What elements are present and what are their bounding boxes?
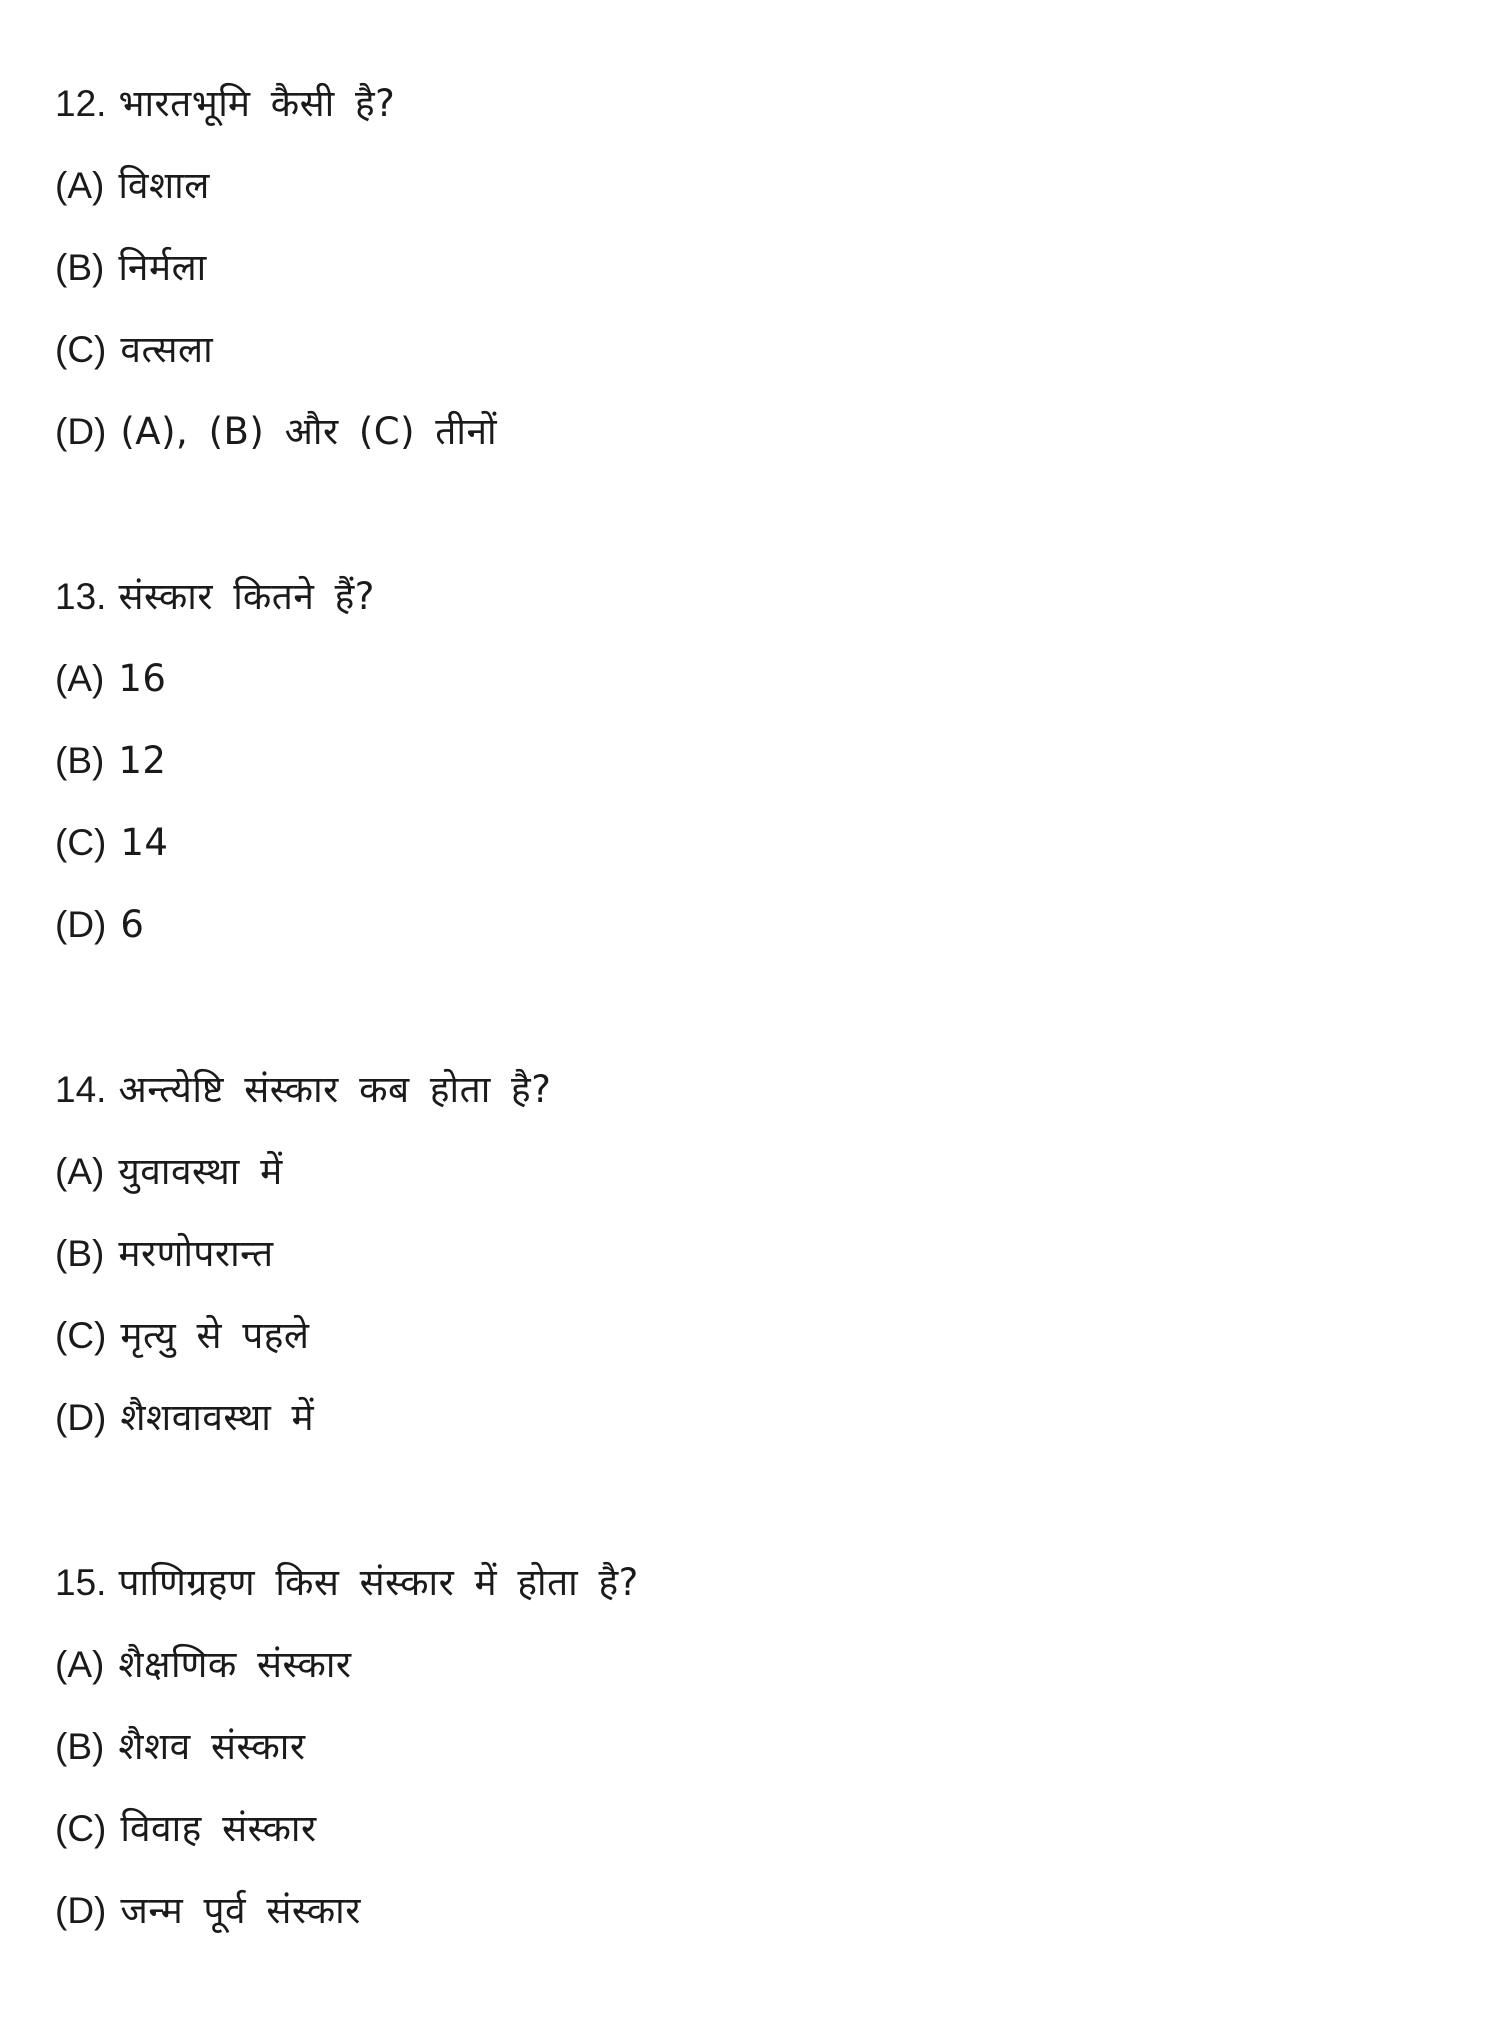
option-c[interactable] xyxy=(55,308,1435,390)
option-letter: (D) xyxy=(55,1889,107,1931)
question-text: अन्त्येष्टि संस्कार कब होता है? xyxy=(118,1067,552,1111)
option-text: 12 xyxy=(118,738,167,782)
option-text: जन्म पूर्व संस्कार xyxy=(120,1888,361,1932)
option-d[interactable] xyxy=(55,1869,1435,1951)
question-number: 15. xyxy=(55,1561,107,1603)
option-c[interactable] xyxy=(55,1294,1435,1376)
question-stem xyxy=(55,1048,1435,1130)
question-text: संस्कार कितने हैं? xyxy=(118,574,375,618)
question-stem xyxy=(55,62,1435,144)
question-number: 13. xyxy=(55,575,107,617)
option-letter: (C) xyxy=(55,1314,107,1356)
option-text: 14 xyxy=(120,820,169,864)
option-text: विवाह संस्कार xyxy=(120,1806,317,1850)
option-letter: (B) xyxy=(55,739,105,781)
question-stem xyxy=(55,1541,1435,1623)
question-text: भारतभूमि कैसी है? xyxy=(118,81,396,125)
option-letter: (D) xyxy=(55,410,107,452)
option-letter: (D) xyxy=(55,1396,107,1438)
option-b[interactable] xyxy=(55,719,1435,801)
option-text: वत्सला xyxy=(120,327,214,371)
question-14 xyxy=(55,1048,1435,1458)
option-letter: (A) xyxy=(55,657,105,699)
option-a[interactable] xyxy=(55,1130,1435,1212)
option-letter: (B) xyxy=(55,1232,105,1274)
option-text: निर्मला xyxy=(118,245,207,289)
option-text: विशाल xyxy=(118,163,210,207)
option-b[interactable] xyxy=(55,1212,1435,1294)
option-text: युवावस्था में xyxy=(118,1149,283,1193)
option-d[interactable] xyxy=(55,390,1435,472)
option-d[interactable] xyxy=(55,883,1435,965)
question-text: पाणिग्रहण किस संस्कार में होता है? xyxy=(118,1560,639,1604)
option-c[interactable] xyxy=(55,801,1435,883)
question-stem xyxy=(55,555,1435,637)
option-letter: (B) xyxy=(55,246,105,288)
option-letter: (B) xyxy=(55,1725,105,1767)
option-letter: (A) xyxy=(55,1150,105,1192)
option-text: शैक्षणिक संस्कार xyxy=(118,1642,352,1686)
option-text: मरणोपरान्त xyxy=(118,1231,274,1275)
option-text: 16 xyxy=(118,656,167,700)
question-12 xyxy=(55,62,1435,472)
option-a[interactable] xyxy=(55,1623,1435,1705)
option-b[interactable] xyxy=(55,1705,1435,1787)
option-text: (A), (B) और (C) तीनों xyxy=(120,409,498,453)
question-13 xyxy=(55,555,1435,965)
option-letter: (A) xyxy=(55,1643,105,1685)
option-c[interactable] xyxy=(55,1787,1435,1869)
question-number: 14. xyxy=(55,1068,107,1110)
option-text: मृत्यु से पहले xyxy=(120,1313,310,1357)
option-letter: (A) xyxy=(55,164,105,206)
option-a[interactable] xyxy=(55,637,1435,719)
question-15 xyxy=(55,1541,1435,1951)
option-b[interactable] xyxy=(55,226,1435,308)
option-d[interactable] xyxy=(55,1376,1435,1458)
question-number: 12. xyxy=(55,82,107,124)
option-letter: (D) xyxy=(55,903,107,945)
option-letter: (C) xyxy=(55,821,107,863)
option-text: शैशवावस्था में xyxy=(120,1395,315,1439)
option-letter: (C) xyxy=(55,1807,107,1849)
option-text: 6 xyxy=(120,902,145,946)
option-letter: (C) xyxy=(55,328,107,370)
option-text: शैशव संस्कार xyxy=(118,1724,306,1768)
option-a[interactable] xyxy=(55,144,1435,226)
